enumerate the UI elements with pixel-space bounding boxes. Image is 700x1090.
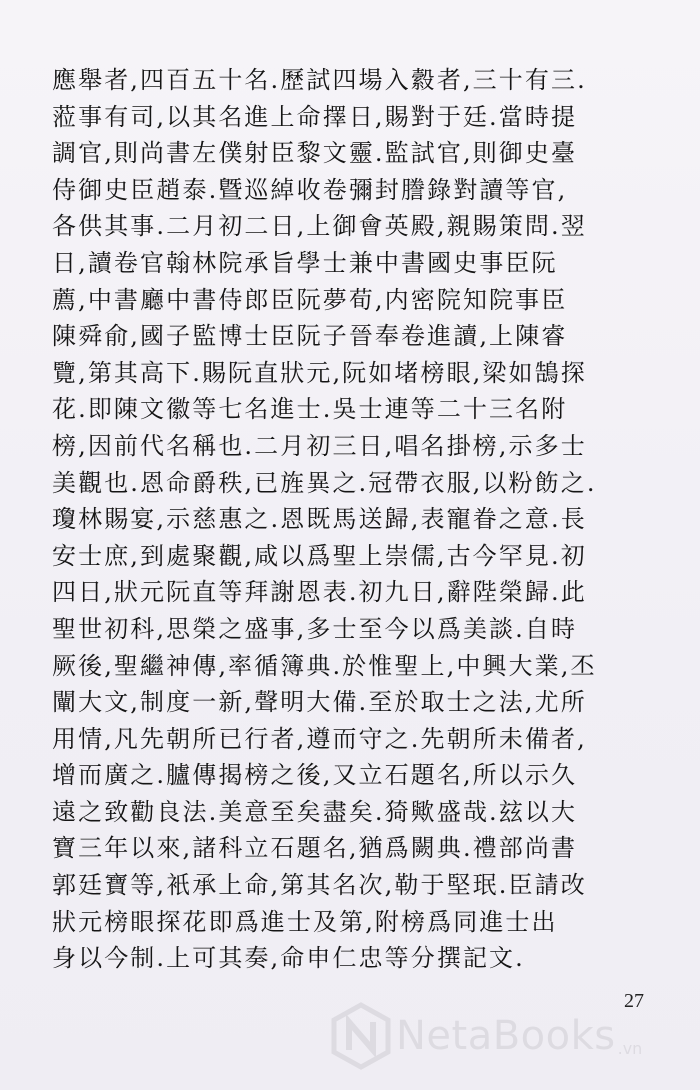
text-line: 侍御史臣趙泰.曁巡綽收卷彌封謄錄對讀等官, (52, 175, 568, 204)
text-line: 薦,中書廳中書侍郎臣阮夢荀,内密院知院事臣 (52, 285, 568, 314)
text-line: 日,讀卷官翰林院承旨學士兼中書國史事臣阮 (52, 248, 558, 277)
text-line: 陳舜俞,國子監博士臣阮子晉奉卷進讀,上陳睿 (52, 322, 568, 351)
text-line: 遠之致勸良法.美意至矣盡矣.猗歟盛哉.玆以大 (52, 797, 578, 826)
text-line: 厥後,聖繼神傳,率循簿典.於惟聖上,中興大業,丕 (52, 651, 597, 680)
text-line: 四日,狀元阮直等拜謝恩表.初九日,辭陛榮歸.此 (52, 578, 587, 607)
body-text (52, 62, 662, 977)
netabooks-logo-icon (330, 1002, 392, 1070)
text-line: 用情,凡先朝所已行者,遵而守之.先朝所未備者, (52, 724, 587, 753)
text-line: 瓊林賜宴,示慈惠之.恩既馬送歸,表寵眷之意.長 (52, 505, 587, 534)
watermark-text: NetaBooks (396, 1013, 616, 1059)
text-line: 增而廣之.臚傳揭榜之後,又立石題名,所以示久 (52, 761, 578, 790)
text-line: 應舉者,四百五十名.歷試四場入縠者,三十有三. (52, 66, 587, 94)
text-line: 闡大文,制度一新,聲明大備.至於取士之法,尤所 (52, 688, 587, 717)
page-number: 27 (624, 990, 644, 1012)
text-line: 寶三年以來,諸科立石題名,猶爲闕典.禮部尚書 (52, 834, 578, 863)
watermark (330, 1000, 642, 1072)
text-line: 聖世初科,思榮之盛事,多士至今以爲美談.自時 (52, 614, 578, 643)
text-line: 榜,因前代名稱也.二月初三日,唱名掛榜,示多士 (52, 431, 587, 460)
text-line: 覽,第其高下.賜阮直狀元,阮如堵榜眼,梁如鵠探 (52, 358, 587, 387)
text-line: 安士庶,到處聚觀,咸以爲聖上崇儒,古今罕見.初 (52, 541, 587, 570)
text-line: 美觀也.恩命爵秩,已旌異之.冠帶衣服,以粉飭之. (52, 468, 597, 497)
text-line: 狀元榜眼探花即爲進士及第,附榜爲同進士出 (52, 907, 558, 936)
watermark-suffix: .vn (617, 1039, 643, 1058)
text-line: 各供其事.二月初二日,上御會英殿,親賜策問.翌 (52, 212, 587, 241)
text-line: 調官,則尚書左僕射臣黎文靈.監試官,則御史臺 (52, 139, 578, 168)
text-line: 蒞事有司,以其名進上命擇日,賜對于廷.當時提 (52, 102, 578, 131)
text-line: 郭廷寶等,衹承上命,第其名次,勒于堅珉.臣請改 (52, 871, 587, 900)
text-line: 花.即陳文徽等七名進士.吳士連等二十三名附 (52, 395, 568, 424)
text-line: 身以今制.上可其奏,命申仁忠等分撰記文. (52, 944, 525, 973)
